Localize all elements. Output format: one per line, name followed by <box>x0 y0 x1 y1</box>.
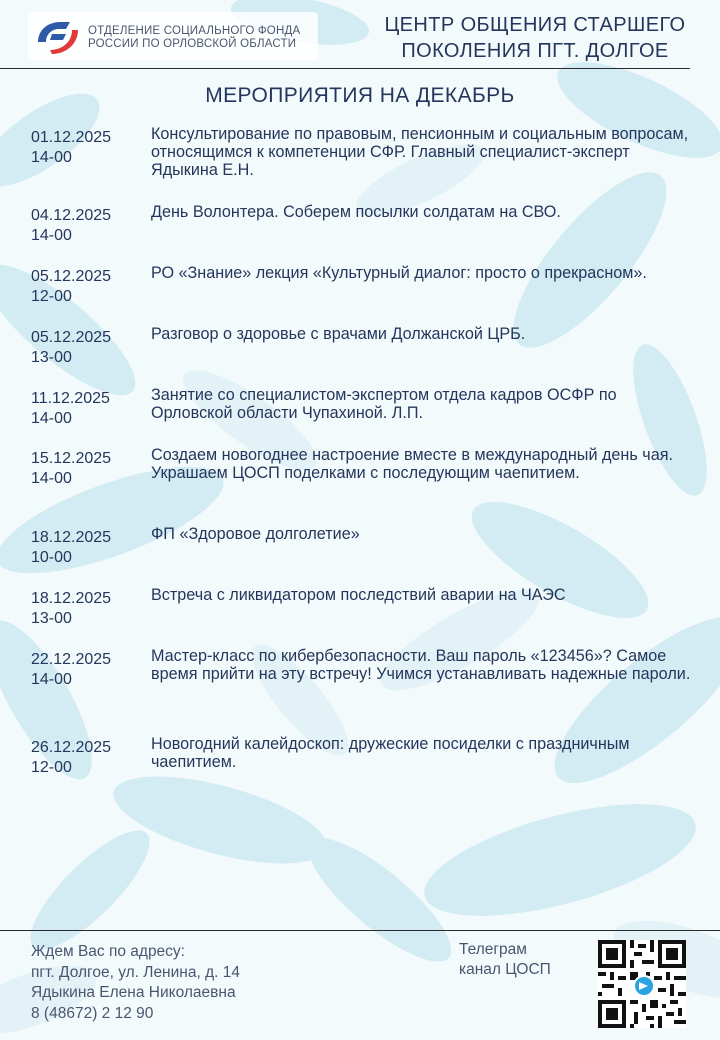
event-date: 26.12.2025 <box>31 739 112 756</box>
event-date-time <box>31 325 151 386</box>
telegram-channel-label: канал ЦОСП <box>459 961 551 978</box>
page-title <box>370 12 700 64</box>
event-description: Новогодний калейдоскоп: дружеские посиделки с праздничным чаепитием. <box>151 735 630 771</box>
sfr-logo <box>28 12 318 60</box>
logo-line-2: РОССИИ ПО ОРЛОВСКОЙ ОБЛАСТИ <box>88 38 297 50</box>
month-title: МЕРОПРИЯТИЯ НА ДЕКАБРЬ <box>205 84 515 107</box>
event-time: 14-00 <box>31 227 72 244</box>
event-date-time <box>31 735 151 785</box>
event-date-time <box>31 647 151 735</box>
event-time: 14-00 <box>31 671 72 688</box>
event-time: 13-00 <box>31 610 72 627</box>
event-item <box>31 325 701 386</box>
event-description: Встреча с ликвидатором последствий аварии на ЧАЭС <box>151 586 566 604</box>
contact-phone: 8 (48672) 2 12 90 <box>31 1004 154 1022</box>
event-date: 15.12.2025 <box>31 450 112 467</box>
event-time: 14-00 <box>31 470 72 487</box>
event-item <box>31 586 701 647</box>
event-date: 22.12.2025 <box>31 651 112 668</box>
event-date: 11.12.2025 <box>31 390 110 407</box>
event-description: Консультирование по правовым, пенсионным и социальным вопросам, относящимся к компетенции СФР. Главный специалист-эксперт Ядыкина Е.Н. <box>151 125 689 179</box>
event-description: День Волонтера. Соберем посылки солдатам на СВО. <box>151 203 561 221</box>
telegram-label: Телеграм <box>459 941 527 958</box>
event-description: Занятие со специалистом-экспертом отдела кадров ОСФР по Орловской области Чупахиной. Л.П. <box>151 386 617 422</box>
event-description: Разговор о здоровье с врачами Должанской ЦРБ. <box>151 325 526 343</box>
event-date-time <box>31 125 151 203</box>
sfr-logo-icon <box>32 16 84 56</box>
event-date: 05.12.2025 <box>31 268 112 285</box>
event-date-time <box>31 386 151 446</box>
event-date-time <box>31 586 151 647</box>
event-time: 13-00 <box>31 349 72 366</box>
footer-divider <box>0 930 720 931</box>
event-description: ФП «Здоровое долголетие» <box>151 525 360 543</box>
event-date: 18.12.2025 <box>31 529 112 546</box>
contact-info <box>31 942 240 1024</box>
header-divider <box>0 68 690 69</box>
event-date: 18.12.2025 <box>31 590 112 607</box>
telegram-caption <box>459 940 551 980</box>
event-date-time <box>31 446 151 525</box>
event-date: 04.12.2025 <box>31 207 112 224</box>
event-item <box>31 125 701 203</box>
event-description: Создаем новогоднее настроение вместе в международный день чая. Украшаем ЦОСП поделками с последующим чаепитием. <box>151 446 673 482</box>
qr-code-icon[interactable] <box>598 940 686 1028</box>
event-item <box>31 203 701 264</box>
contact-address: пгт. Долгое, ул. Ленина, д. 14 <box>31 963 240 981</box>
contact-person: Ядыкина Елена Николаевна <box>31 984 236 1001</box>
telegram-icon <box>633 975 655 997</box>
contact-line-invite: Ждем Вас по адресу: <box>31 943 185 960</box>
title-line-2: ПОКОЛЕНИЯ ПГТ. ДОЛГОЕ <box>401 40 669 62</box>
event-item <box>31 735 701 785</box>
event-date: 05.12.2025 <box>31 329 112 346</box>
event-item <box>31 647 701 735</box>
event-date: 01.12.2025 <box>31 129 112 146</box>
event-item <box>31 525 701 586</box>
event-time: 12-00 <box>31 759 72 776</box>
event-date-time <box>31 264 151 325</box>
event-time: 10-00 <box>31 549 72 566</box>
event-date-time <box>31 525 151 586</box>
event-time: 12-00 <box>31 288 72 305</box>
event-item <box>31 386 701 446</box>
events-list <box>31 125 701 785</box>
title-line-1: ЦЕНТР ОБЩЕНИЯ СТАРШЕГО <box>384 14 686 36</box>
logo-line-1: ОТДЕЛЕНИЕ СОЦИАЛЬНОГО ФОНДА <box>88 25 301 37</box>
event-description: Мастер-класс по кибербезопасности. Ваш пароль «123456»? Самое время прийти на эту встречу! Учимся устанавливать надежные пароли. <box>151 647 691 683</box>
event-item <box>31 446 701 525</box>
event-item <box>31 264 701 325</box>
event-description: РО «Знание» лекция «Культурный диалог: просто о прекрасном». <box>151 264 647 282</box>
event-time: 14-00 <box>31 410 72 427</box>
event-time: 14-00 <box>31 149 72 166</box>
event-date-time <box>31 203 151 264</box>
